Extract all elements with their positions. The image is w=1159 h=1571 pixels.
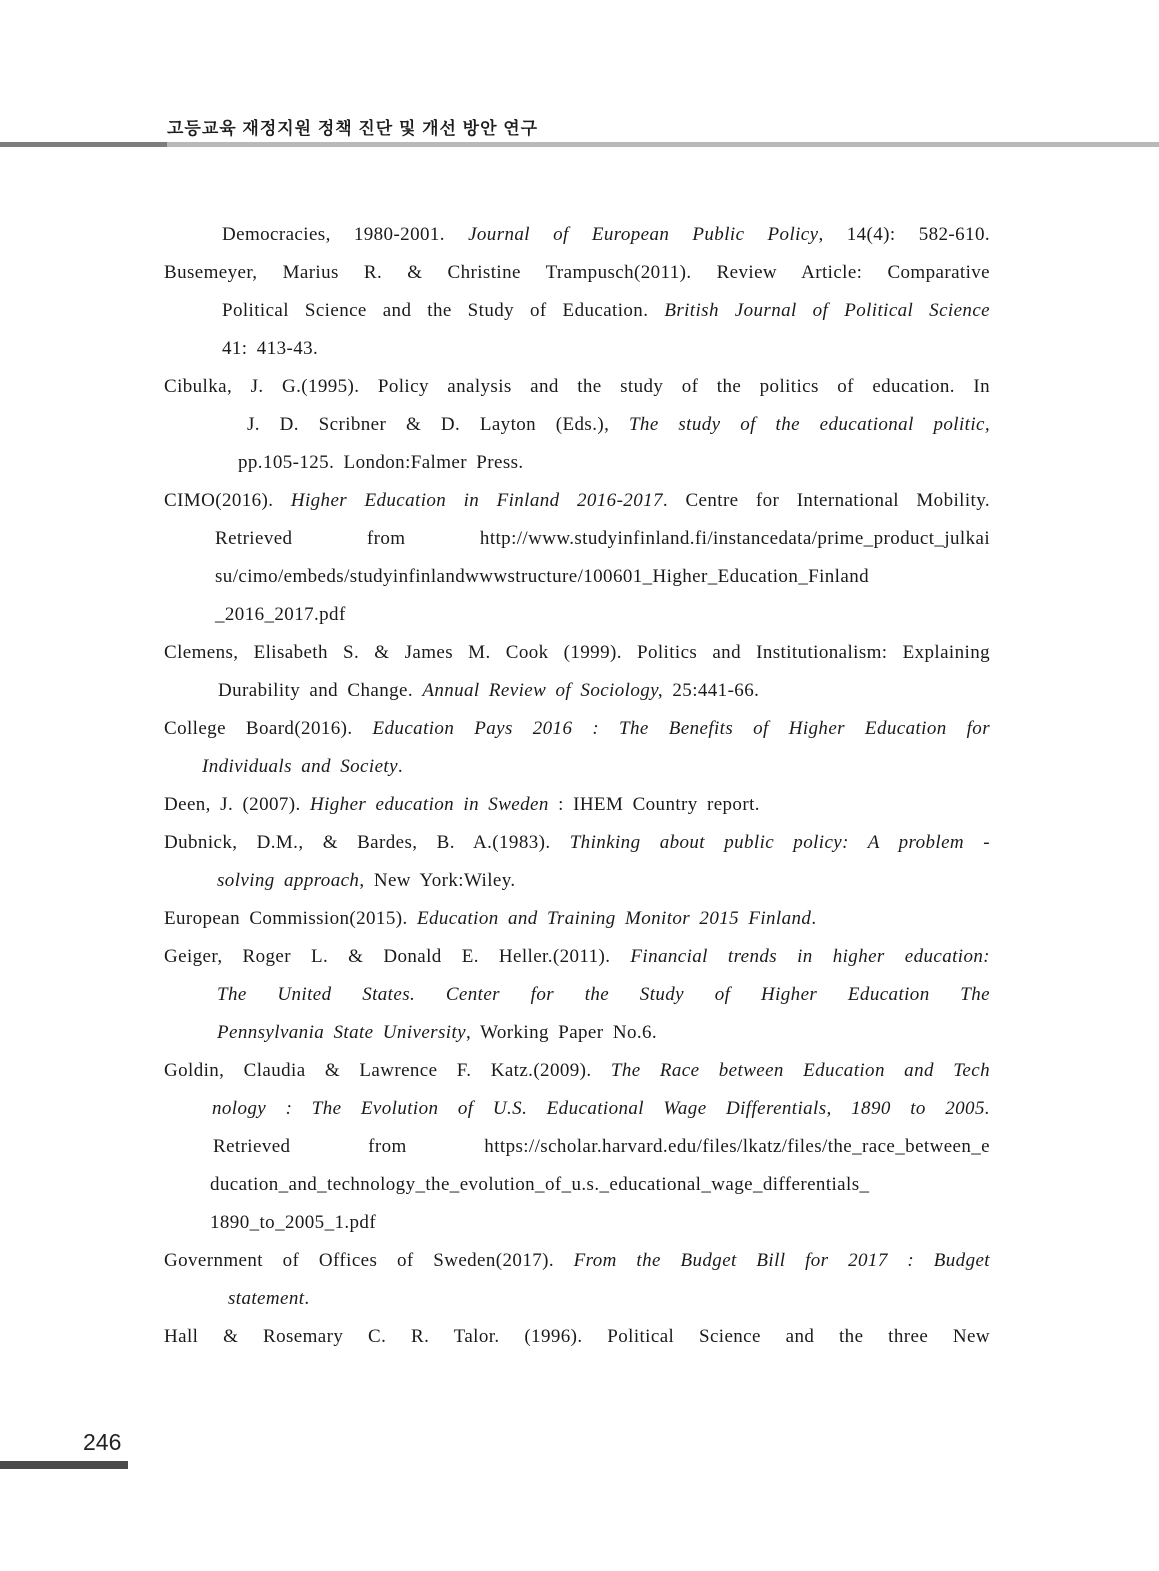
reference-text-segment: Retrieved from https://scholar.harvard.edu/files/lkatz/files/the_race_between_e (213, 1136, 990, 1157)
reference-line (164, 406, 990, 444)
reference-title-segment: Higher Education in Finland 2016-2017 (290, 490, 663, 511)
reference-line (164, 330, 990, 368)
reference-text-segment: . Centre for International Mobility. (662, 490, 991, 511)
reference-title-segment: Financial trends in higher education: (630, 946, 990, 967)
reference-text-segment: , Working Paper No.6. (465, 1022, 658, 1043)
reference-line (164, 900, 990, 938)
reference-title-segment: Individuals and Society (202, 756, 398, 777)
reference-text-segment: European Commission(2015). (164, 908, 417, 929)
reference-title-segment: Thinking about public policy: A problem - (569, 832, 990, 853)
reference-text-segment: Busemeyer, Marius R. & Christine Trampusch(2011). Review Article: Comparative (164, 262, 990, 283)
reference-text-segment: . (397, 756, 404, 777)
reference-text-segment: Government of Offices of Sweden(2017). (164, 1250, 574, 1271)
reference-title-segment: From the Budget Bill for 2017 : Budget (573, 1250, 990, 1271)
reference-line (164, 786, 990, 824)
reference-line (164, 254, 990, 292)
reference-text-segment: Clemens, Elisabeth S. & James M. Cook (1999). Politics and Institutionalism: Explaining (164, 642, 990, 663)
reference-text-segment: , New York:Wiley. (359, 870, 516, 891)
reference-line (164, 444, 990, 482)
reference-text-segment: 41: 413-43. (222, 338, 319, 359)
reference-text-segment: ducation_and_technology_the_evolution_of_u.s._educational_wage_differentials_ (210, 1174, 870, 1195)
header-rule (0, 142, 1159, 147)
reference-text-segment: . (304, 1288, 310, 1309)
reference-line (164, 292, 990, 330)
reference-text-segment: Cibulka, J. G.(1995). Policy analysis and the study of the politics of education. In (164, 376, 990, 397)
reference-line (164, 1090, 990, 1128)
reference-line (164, 1052, 990, 1090)
header-rule-light-segment (167, 142, 1159, 147)
reference-line (164, 938, 990, 976)
reference-text-segment: pp.105-125. London:Falmer Press. (238, 452, 524, 473)
reference-line (164, 824, 990, 862)
reference-line (164, 216, 990, 254)
reference-line (164, 976, 990, 1014)
reference-text-segment: : IHEM Country report. (548, 794, 760, 815)
reference-line (164, 634, 990, 672)
reference-line (164, 1128, 990, 1166)
reference-line (164, 1166, 990, 1204)
reference-text-segment: Geiger, Roger L. & Donald E. Heller.(2011). (164, 946, 631, 967)
reference-line (164, 1242, 990, 1280)
reference-text-segment: _2016_2017.pdf (215, 604, 346, 625)
reference-line (164, 1280, 990, 1318)
reference-title-segment: nology : The Evolution of U.S. Educational Wage Differentials, 1890 to 2005. (212, 1098, 990, 1119)
reference-text-segment: Dubnick, D.M., & Bardes, B. A.(1983). (164, 832, 570, 853)
footer-bar (0, 1461, 128, 1469)
reference-line (164, 596, 990, 634)
reference-line (164, 1204, 990, 1242)
reference-title-segment: solving approach (217, 870, 360, 891)
reference-text-segment: , 14(4): 582-610. (818, 224, 991, 245)
reference-text-segment: Deen, J. (2007). (164, 794, 310, 815)
reference-line (164, 672, 990, 710)
reference-line (164, 862, 990, 900)
reference-title-segment: Education and Training Monitor 2015 Finland (416, 908, 812, 929)
reference-line (164, 558, 990, 596)
reference-text-segment: Goldin, Claudia & Lawrence F. Katz.(2009). (164, 1060, 611, 1081)
reference-line (164, 1318, 990, 1356)
reference-title-segment: statement (228, 1288, 305, 1309)
reference-line (164, 748, 990, 786)
reference-line (164, 710, 990, 748)
reference-title-segment: The study of the educational politic, (628, 414, 990, 435)
reference-text-segment: 1890_to_2005_1.pdf (210, 1212, 377, 1233)
header-rule-dark-segment (0, 142, 167, 147)
reference-text-segment: su/cimo/embeds/studyinfinlandwwwstructure/100601_Higher_Education_Finland (215, 566, 869, 587)
reference-title-segment: The United States. Center for the Study of Higher Education The (217, 984, 990, 1005)
reference-text-segment: Durability and Change. (218, 680, 423, 701)
reference-title-segment: Higher education in Sweden (309, 794, 549, 815)
reference-text-segment: . (811, 908, 817, 929)
reference-title-segment: Journal of European Public Policy (468, 224, 819, 245)
references-list (164, 216, 990, 1356)
reference-title-segment: The Race between Education and Tech (610, 1060, 990, 1081)
reference-text-segment: Hall & Rosemary C. R. Talor. (1996). Political Science and the three New (164, 1326, 990, 1347)
reference-text-segment: Democracies, 1980-2001. (222, 224, 469, 245)
reference-title-segment: Education Pays 2016 : The Benefits of Higher Education for (372, 718, 990, 739)
reference-text-segment: 25:441-66. (663, 680, 760, 701)
reference-text-segment: Political Science and the Study of Education. (222, 300, 665, 321)
reference-line (164, 482, 990, 520)
reference-title-segment: Annual Review of Sociology, (422, 680, 664, 701)
page-number: 246 (83, 1429, 122, 1455)
reference-line (164, 368, 990, 406)
reference-title-segment: British Journal of Political Science (664, 300, 990, 321)
reference-text-segment: CIMO(2016). (164, 490, 291, 511)
reference-line (164, 520, 990, 558)
reference-line (164, 1014, 990, 1052)
reference-text-segment: J. D. Scribner & D. Layton (Eds.), (247, 414, 629, 435)
reference-text-segment: Retrieved from http://www.studyinfinland.fi/instancedata/prime_product_julkai (215, 528, 990, 549)
reference-title-segment: Pennsylvania State University (217, 1022, 466, 1043)
running-head-title: 고등교육 재정지원 정책 진단 및 개선 방안 연구 (167, 119, 539, 138)
reference-text-segment: College Board(2016). (164, 718, 373, 739)
